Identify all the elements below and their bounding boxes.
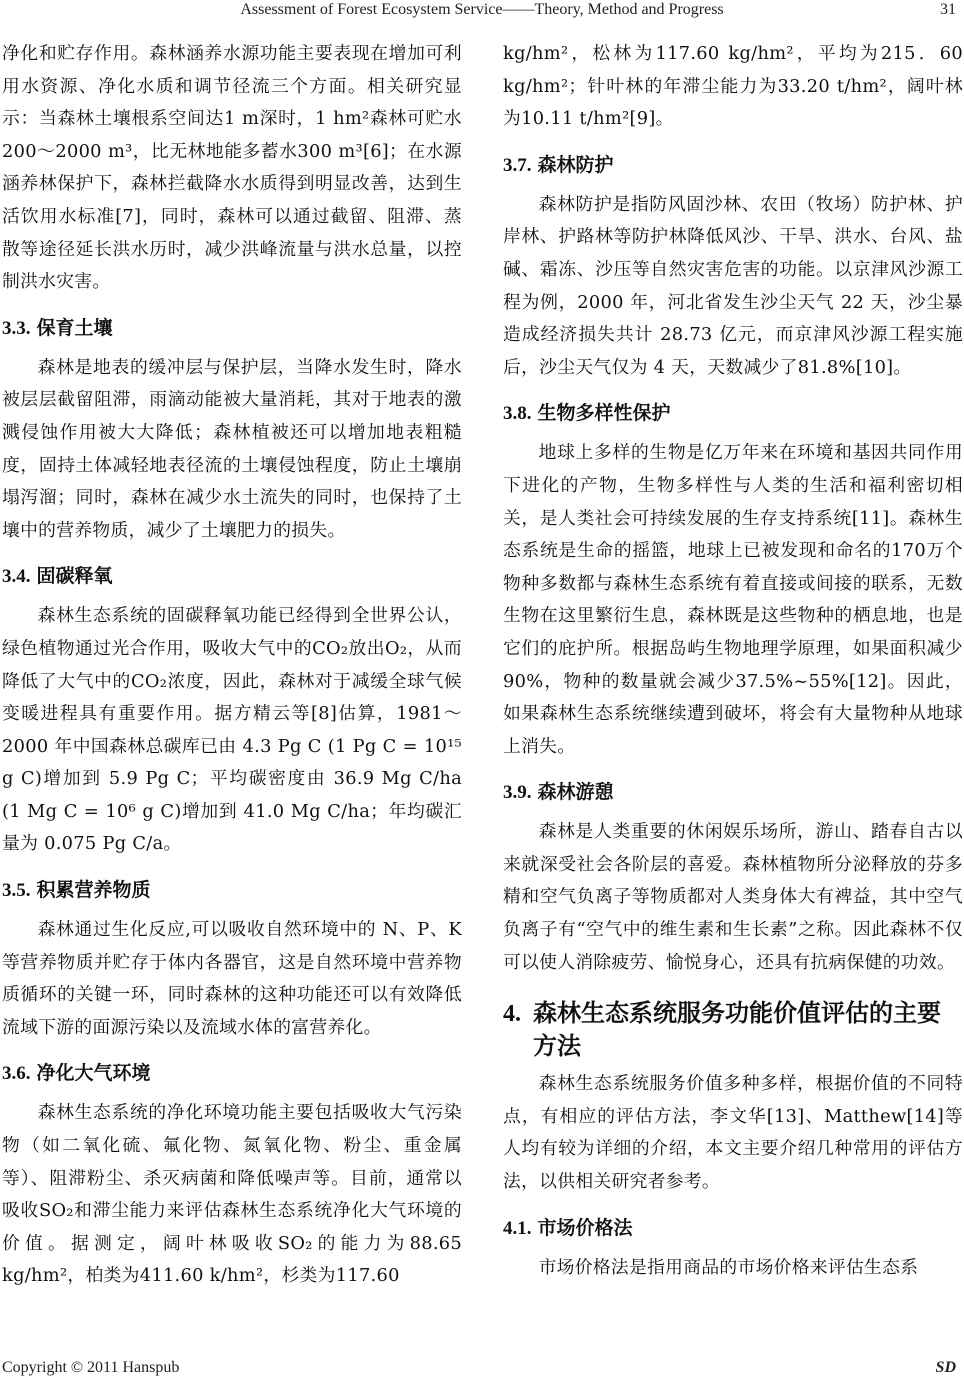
section-3-4-text: 森林生态系统的固碳释氧功能已经得到全世界公认，绿色植物通过光合作用，吸收大气中的CO₂放出O₂，从而降低了大气中的CO₂浓度，因此，森林对于减缓全球气候变暖进程具有重要作用。据方精云等[8]估算，1981～2000 年中国森林总碳库已由 4.3 Pg C (1 Pg C = 10¹⁵ g C)增加到 5.9 Pg C；平均碳密度由 36.9 Mg C/ha (1 Mg C = 10⁶ g C)增加到 41.0 Mg C/ha；年均碳汇量为 0.075 Pg C/a。: [2, 605, 462, 855]
section-3-5-text: 森林通过生化反应,可以吸收自然环境中的 N、P、K 等营养物质并贮存于体内各器官，这是自然环境中营养物质循环的关键一环，同时森林的这种功能还可以有效降低流域下游的面源污染以及流域水体的富营养化。: [2, 919, 462, 1038]
section-4-text: 森林生态系统服务价值多种多样，根据价值的不同特点，有相应的评估方法，李文华[13]、Matthew[14]等人均有较为详细的介绍，本文主要介绍几种常用的评估方法，以供相关研究者参考。: [503, 1073, 963, 1193]
page-number: 31: [940, 1, 956, 18]
section-4-1-heading: [503, 1213, 963, 1244]
section-title: 净化大气环境: [36, 1062, 151, 1085]
page-footer: [0, 1357, 964, 1385]
section-3-4-heading: [2, 561, 462, 592]
right-column: [503, 38, 963, 1284]
section-title: 积累营养物质: [36, 879, 151, 902]
section-3-6-text: 森林生态系统的净化环境功能主要包括吸收大气污染物（如二氧化硫、氟化物、氮氧化物、粉尘、重金属等）、阻滞粉尘、杀灭病菌和降低噪声等。目前，通常以吸收SO₂和滞尘能力来评估森林生态系统净化大气环境的价值。据测定，阔叶林吸收SO₂的能力为88.65 kg/hm²，柏类为411.60 k/hm²，杉类为117.60: [2, 1102, 462, 1287]
section-number: 4.: [503, 1001, 521, 1028]
section-title: 生物多样性保护: [537, 402, 671, 425]
section-3-3-heading: [2, 313, 462, 344]
copyright-notice: Copyright © 2011 Hanspub: [2, 1359, 180, 1376]
left-column: [2, 38, 462, 1293]
section-title: 保育土壤: [36, 316, 113, 339]
section-number: 3.8.: [503, 403, 532, 425]
section-3-5-heading: [2, 875, 462, 906]
section-3-6-heading: [2, 1058, 462, 1089]
page-header: [0, 0, 964, 22]
section-number: 3.7.: [503, 154, 532, 176]
section-3-9-text: 森林是人类重要的休闲娱乐场所，游山、踏春自古以来就深受社会各阶层的喜爱。森林植物所分泌释放的芬多精和空气负离子等物质都对人类身体大有裨益，其中空气负离子有“空气中的维生素和生长素”之称。因此森林不仅可以使人消除疲劳、愉悦身心，还具有抗病保健的功效。: [503, 821, 963, 973]
section-3-8-text: 地球上多样的生物是亿万年来在环境和基因共同作用下进化的产物，生物多样性与人类的生活和福利密切相关，是人类社会可持续发展的生存支持系统[11]。森林生态系统是生命的摇篮，地球上已被发现和命名的170万个物种多数都与森林生态系统有着直接或间接的联系，无数生物在这里繁衍生息，森林既是这些物种的栖息地，也是它们的庇护所。根据岛屿生物地理学原理，如果面积减少90%，物种的数量就会减少37.5%~55%[12]。因此，如果森林生态系统继续遭到破坏，将会有大量物种从地球上消失。: [503, 442, 963, 757]
section-number: 3.5.: [2, 880, 31, 902]
section-3-8-heading: [503, 398, 963, 429]
section-number: 3.4.: [2, 566, 31, 588]
continuation-paragraph: kg/hm²，松林为117.60 kg/hm²，平均为215．60 kg/hm²；针叶林的年滞尘能力为33.20 t/hm²，阔叶林为10.11 t/hm²[9]。: [503, 43, 963, 130]
section-number: 3.3.: [2, 317, 31, 339]
section-number: 3.9.: [503, 782, 532, 804]
section-3-9-heading: [503, 777, 963, 808]
section-4-heading: [503, 997, 963, 1062]
section-3-3-text: 森林是地表的缓冲层与保护层，当降水发生时，降水被层层截留阻滞，雨滴动能被大量消耗，其对于地表的激溅侵蚀作用被大大降低；森林植被还可以增加地表粗糙度，固持土体减轻地表径流的土壤侵蚀程度，防止土壤崩塌泻溜；同时，森林在减少水土流失的同时，也保持了土壤中的营养物质，减少了土壤肥力的损失。: [2, 356, 462, 541]
section-title: 森林游憩: [537, 781, 614, 804]
section-3-7-heading: [503, 150, 963, 181]
section-title: 固碳释氧: [36, 565, 113, 588]
intro-paragraph: 净化和贮存作用。森林涵养水源功能主要表现在增加可利用水资源、净化水质和调节径流三个方面。相关研究显示：当森林土壤根系空间达1 m深时，1 hm²森林可贮水200～2000 m³，比无林地能多蓄水300 m³[6]；在水源涵养林保护下，森林拦截降水水质得到明显改善，达到生活饮用水标准[7]，同时，森林可以通过截留、阻滞、蒸散等途径延长洪水历时，减少洪峰流量与洪水总量，以控制洪水灾害。: [2, 43, 462, 293]
section-title: 森林防护: [537, 153, 614, 176]
running-title: Assessment of Forest Ecosystem Service——Theory, Method and Progress: [240, 1, 724, 18]
section-3-7-text: 森林防护是指防风固沙林、农田（牧场）防护林、护岸林、护路林等防护林降低风沙、干旱、洪水、台风、盐碱、霜冻、沙压等自然灾害危害的功能。以京津风沙源工程为例，2000 年，河北省发生沙尘天气 22 天，沙尘暴造成经济损失共计 28.73 亿元，而京津风沙源工程实施后，沙尘天气仅为 4 天，天数减少了81.8%[10]。: [503, 193, 963, 378]
journal-abbreviation: SD: [935, 1359, 956, 1376]
section-4-1-text: 市场价格法是指用商品的市场价格来评估生态系: [538, 1256, 919, 1278]
section-number: 4.1.: [503, 1217, 532, 1239]
section-title: 森林生态系统服务功能价值评估的主要方法: [533, 999, 941, 1061]
section-title: 市场价格法: [537, 1216, 633, 1239]
section-number: 3.6.: [2, 1063, 31, 1085]
